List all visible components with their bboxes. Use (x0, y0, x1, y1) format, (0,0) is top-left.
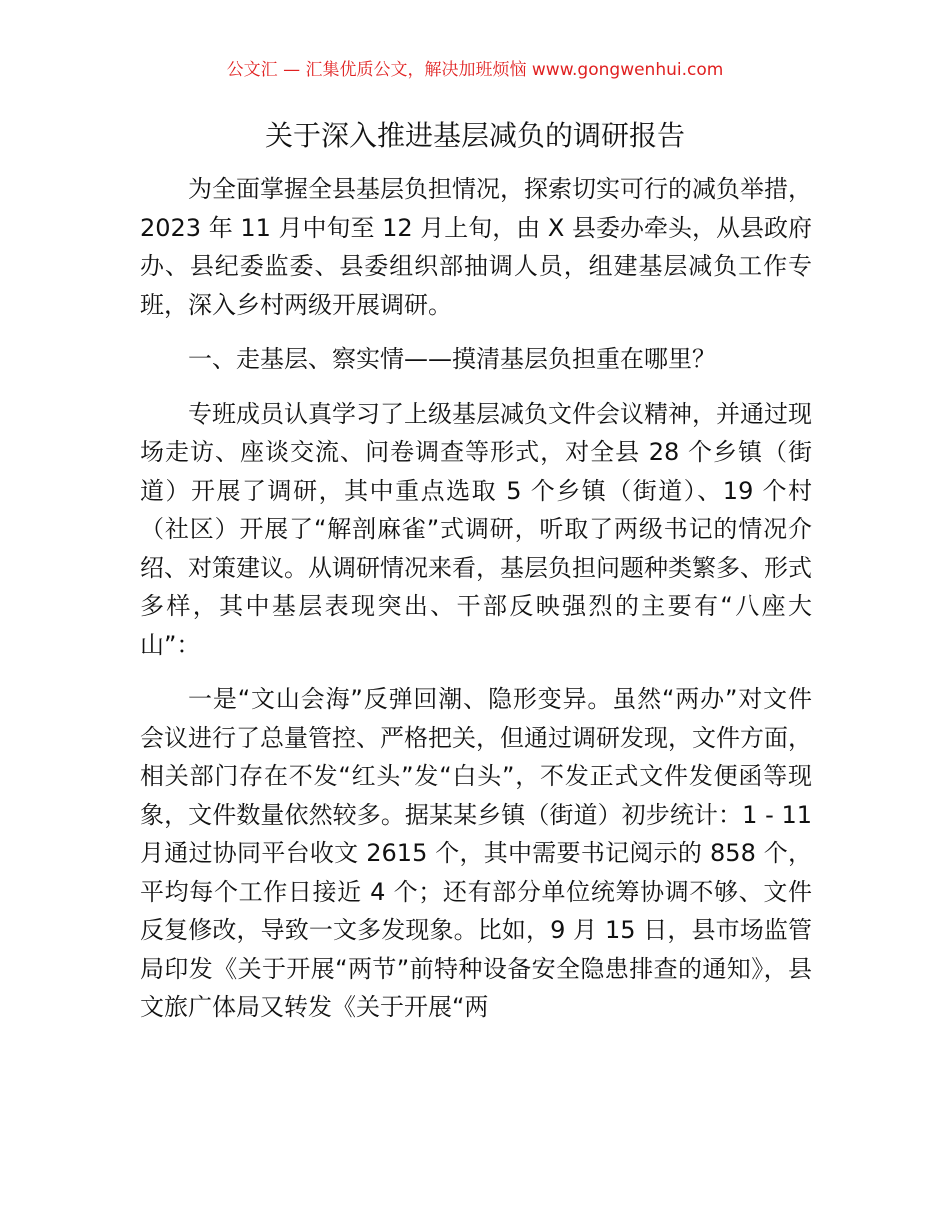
intro-paragraph: 为全面掌握全县基层负担情况，探索切实可行的减负举措，2023 年 11 月中旬至 12 月上旬，由 X 县委办牵头，从县政府办、县纪委监委、县委组织部抽调人员，组建基层减负工作专班，深入乡村两级开展调研。 (140, 175, 812, 319)
site-banner: 公文汇 — 汇集优质公文，解决加班烦恼 www.gongwenhui.com (226, 60, 724, 80)
section-heading-1: 一、走基层、察实情——摸清基层负担重在哪里？ (188, 345, 716, 373)
section1-paragraph-1: 专班成员认真学习了上级基层减负文件会议精神，并通过现场走访、座谈交流、问卷调查等形式，对全县 28 个乡镇（街道）开展了调研，其中重点选取 5 个乡镇（街道）、19 个村（社区）开展了“解剖麻雀”式调研，听取了两级书记的情况介绍、对策建议。从调研情况来看，基层负担问题种类繁多、形式多样，其中基层表现突出、干部反映强烈的主要有“八座大山”： (140, 399, 812, 659)
section1-paragraph-2: 一是“文山会海”反弹回潮、隐形变异。虽然“两办”对文件会议进行了总量管控、严格把关，但通过调研发现，文件方面，相关部门存在不发“红头”发“白头”，不发正式文件发便函等现象，文件数量依然较多。据某某乡镇（街道）初步统计：1 - 11 月通过协同平台收文 2615 个，其中需要书记阅示的 858 个，平均每个工作日接近 4 个；还有部分单位统筹协调不够、文件反复修改，导致一文多发现象。比如，9 月 15 日，县市场监管局印发《关于开展“两节”前特种设备安全隐患排查的通知》，县文旅广体局又转发《关于开展“两 (140, 685, 812, 1021)
document-body (140, 170, 812, 1027)
document-title: 关于深入推进基层减负的调研报告 (264, 119, 685, 152)
